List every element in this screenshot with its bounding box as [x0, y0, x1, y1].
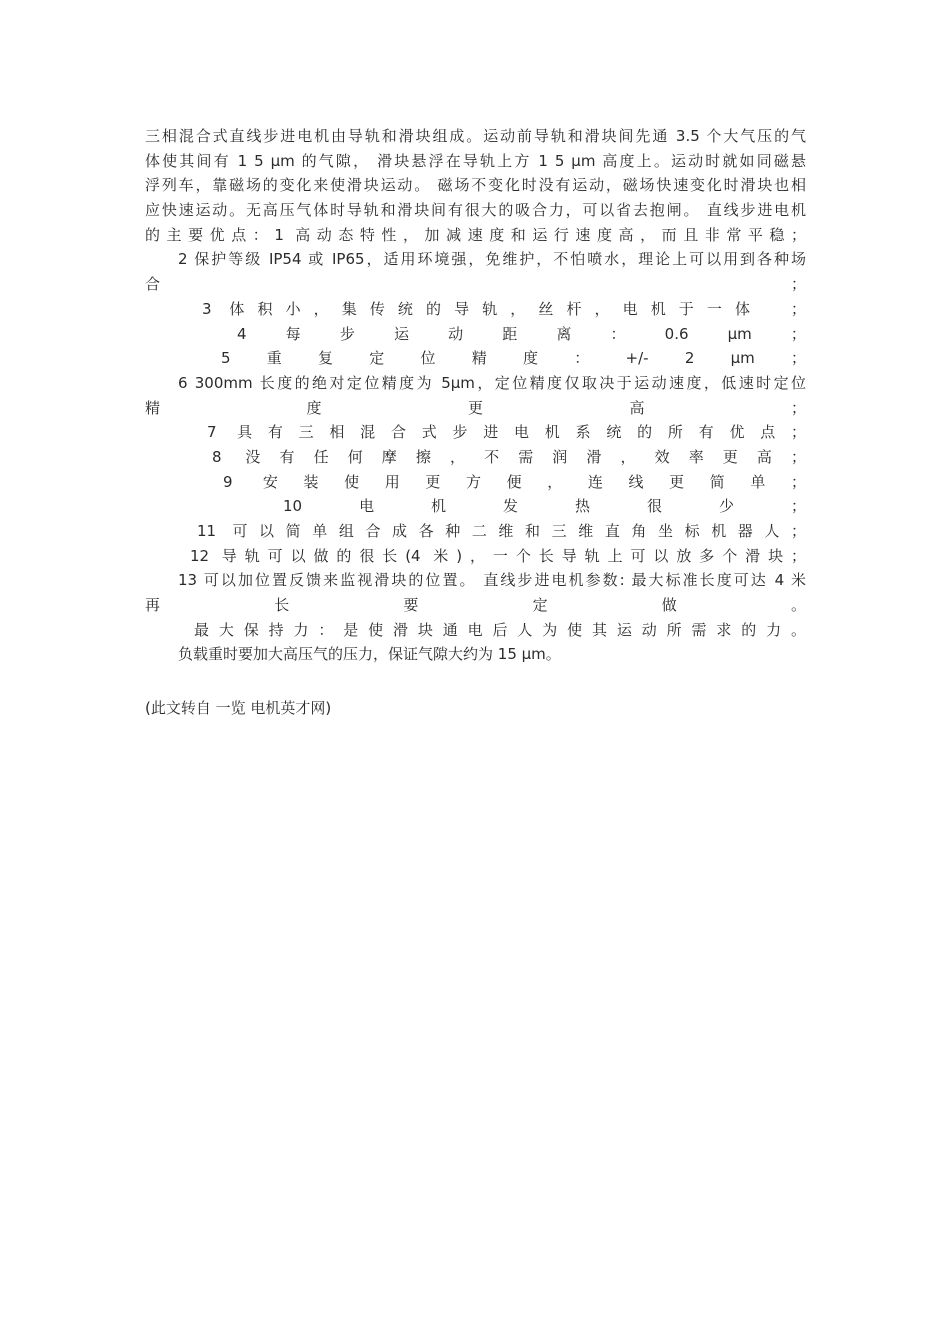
item-5-part: 重	[266, 349, 282, 368]
item-10-part: 电	[359, 497, 375, 516]
item-13-part: 长	[274, 596, 290, 615]
item-2-continuation	[145, 272, 806, 297]
item-5-part: 精	[471, 349, 487, 368]
body-line: 体使其间有 1 5 μm 的气隙， 滑块悬浮在导轨上方 1 5 μm 高度上。运动时就如同磁悬	[145, 151, 806, 170]
item-4-part: 离	[556, 324, 572, 343]
item-3-end: ；	[790, 299, 806, 318]
item-10-line	[145, 494, 806, 519]
load-pressure-line: 负载重时要加大高压气的压力，保证气隙大约为 15 μm。	[178, 645, 561, 664]
item-9-line: 9 安装使用更方便，连线更简单；	[223, 472, 806, 491]
item-12-line: 12 导轨可以做的很长(4 米)，一个长导轨上可以放多个滑块；	[190, 546, 806, 565]
item-11-line: 11 可以简单组合成各种二维和三维直角坐标机器人；	[197, 522, 806, 540]
item-10-part: 热	[575, 497, 591, 516]
item-4-part: μm	[727, 324, 752, 343]
item-5-part: 5	[221, 349, 231, 368]
document-body	[145, 124, 806, 667]
item-10-part: 发	[503, 497, 519, 516]
item-2-line: 2 保护等级 IP54 或 IP65，适用环境强，免维护，不怕喷水，理论上可以用到各种场	[178, 250, 806, 269]
item-13-part: 。	[790, 596, 806, 615]
item-13-part: 再	[145, 596, 161, 615]
item-10-part: ；	[790, 497, 806, 516]
item-4-part: 距	[502, 324, 518, 343]
item-10-part: 很	[647, 497, 663, 516]
body-line: 三相混合式直线步进电机由导轨和滑块组成。运动前导轨和滑块间先通 3.5 个大气压的气	[145, 127, 806, 145]
item-10-part: 10	[283, 497, 303, 516]
item-4-line	[145, 322, 806, 347]
item-10-part: 少	[718, 497, 734, 516]
item-13-continuation	[145, 593, 806, 618]
item-6-continuation	[145, 396, 806, 421]
item-5-part: 位	[420, 349, 436, 368]
item-13-part: 要	[403, 596, 419, 615]
source-note: (此文转自 一览 电机英才网)	[145, 699, 332, 717]
item-5-line	[145, 346, 806, 371]
item-5-part: ；	[790, 349, 806, 368]
item-5-part: +/-	[625, 349, 649, 368]
max-holding-force-line: 最大保持力：是使滑块通电后人为使其运动所需求的力。	[194, 620, 806, 639]
item-7-line: 7 具有三相混合式步进电机系统的所有优点；	[207, 423, 806, 442]
item-4-part: ；	[790, 324, 806, 343]
item-6-part: ；	[790, 398, 806, 417]
body-line: 应快速运动。无高压气体时导轨和滑块间有很大的吸合力，可以省去抱闸。 直线步进电机	[145, 201, 806, 220]
item-2-tail-text: 合	[145, 275, 161, 294]
item-4-part: 每	[285, 324, 301, 343]
item-5-part: μm	[730, 349, 755, 368]
item-6-part: 精	[145, 398, 161, 417]
body-line: 浮列车，靠磁场的变化来使滑块运动。 磁场不变化时没有运动，磁场快速变化时滑块也相	[145, 176, 806, 195]
item-4-part: 4	[237, 324, 247, 343]
item-5-part: 复	[318, 349, 334, 368]
item-5-part: 定	[369, 349, 385, 368]
item-3-line	[145, 297, 806, 322]
item-6-part: 高	[629, 398, 645, 417]
item-4-part: 0.6	[664, 324, 689, 343]
item-6-part: 度	[306, 398, 322, 417]
item-6-part: 更	[467, 398, 483, 417]
item-4-part: ：	[610, 324, 626, 343]
item-5-part: 度	[523, 349, 539, 368]
item-8-line: 8 没有任何摩擦，不需润滑，效率更高；	[212, 447, 806, 466]
item-4-part: 步	[339, 324, 355, 343]
body-line: 的主要优点：1 高动态特性，加减速度和运行速度高，而且非常平稳；	[145, 225, 806, 244]
item-4-part: 动	[448, 324, 464, 343]
item-13-part: 定	[532, 596, 548, 615]
item-3-text: 3 体积小，集传统的导轨，丝杆，电机于一体	[202, 299, 750, 318]
item-4-part: 运	[393, 324, 409, 343]
item-2-tail-end: ；	[790, 275, 806, 294]
item-6-line: 6 300mm 长度的绝对定位精度为 5μm，定位精度仅取决于运动速度，低速时定位	[178, 373, 806, 392]
item-10-part: 机	[431, 497, 447, 516]
item-5-part: ：	[574, 349, 590, 368]
item-13-line: 13 可以加位置反馈来监视滑块的位置。 直线步进电机参数: 最大标准长度可达 4 米	[178, 571, 806, 590]
item-13-part: 做	[661, 596, 677, 615]
item-5-part: 2	[684, 349, 695, 368]
